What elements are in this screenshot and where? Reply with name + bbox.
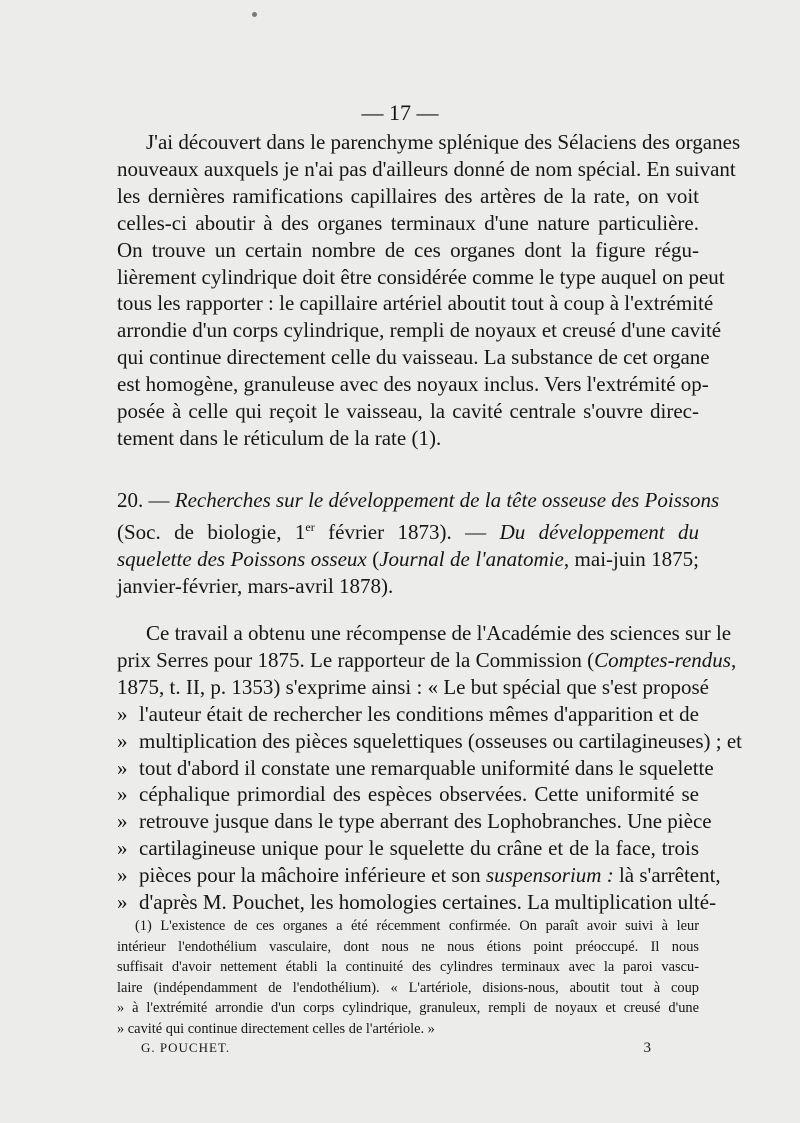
paragraph-award xyxy=(117,620,743,916)
text-fragment: , xyxy=(730,647,737,672)
entry-line xyxy=(117,546,699,573)
text-fragment: prix Serres pour 1875. Le rapporteur de la Commission ( xyxy=(117,647,595,672)
page-number: — 17 — xyxy=(361,100,439,125)
text-line: lièrement cylindrique doit être considérée comme le type auquel on peut xyxy=(117,264,725,289)
quote-text: là s'arrêtent, xyxy=(613,863,721,888)
quote-mark: » xyxy=(117,728,128,753)
comptes-rendus-title: Comptes-rendus xyxy=(594,647,731,672)
quote-text: céphalique primordial des espèces observées. Cette uniformité se xyxy=(139,782,699,807)
entry-title-2a: Du développement du xyxy=(499,519,700,544)
quote-text: cartilagineuse unique pour le squelette du crâne et de la face, trois xyxy=(139,836,699,861)
entry-title-2b: squelette des Poissons osseux xyxy=(117,546,367,571)
quote-line xyxy=(117,889,717,916)
text-line: 1875, t. II, p. 1353) s'exprime ainsi : « Le but spécial que s'est proposé xyxy=(117,674,709,699)
journal-issue: , mai-juin 1875; xyxy=(563,546,700,571)
author-signature: G. POUCHET. xyxy=(141,1040,231,1055)
sheet-number: 3 xyxy=(643,1040,651,1056)
footnote-line: » cavité qui continue directement celles de l'artériole. » xyxy=(117,1020,435,1037)
paragraph-spleen-organs xyxy=(117,129,741,452)
text-line: On trouve un certain nombre de ces organes dont la figure régu- xyxy=(117,237,699,262)
footnote-line: suffisait d'avoir nettement établi la continuité des cylindres terminaux avec la paroi vascu- xyxy=(117,959,699,975)
quote-line xyxy=(117,755,714,782)
suspensorium-term: suspensorium : xyxy=(485,863,614,888)
entry-date: février 1873). — xyxy=(314,519,487,544)
quote-text: d'après M. Pouchet, les homologies certaines. La multiplication ulté- xyxy=(139,890,717,915)
text-line: tous les rapporter : le capillaire artériel aboutit tout à coup à l'extrémité xyxy=(117,291,714,316)
publication-entry-20 xyxy=(117,487,720,600)
quote-line xyxy=(117,835,699,862)
text-line xyxy=(117,647,737,674)
entry-line xyxy=(117,487,720,514)
footnote xyxy=(117,916,699,1039)
ordinal-superscript: er xyxy=(305,519,315,534)
entry-society: (Soc. de biologie, 1 xyxy=(117,519,306,544)
quote-mark: » xyxy=(117,782,128,807)
quote-mark: » xyxy=(117,701,128,726)
quote-text: multiplication des pièces squelettiques (osseuses ou cartilagineuses) ; et xyxy=(139,728,743,753)
footnote-line: (1) L'existence de ces organes a été récemment confirmée. On paraît avoir suivi à leur xyxy=(135,918,699,934)
quote-line xyxy=(117,728,743,755)
quote-line xyxy=(117,781,699,808)
quote-line xyxy=(117,862,721,889)
quote-mark: » xyxy=(117,890,128,915)
page-footer xyxy=(141,1040,651,1057)
footnote-line: intérieur l'endothélium vasculaire, dont nous ne nous étions point préoccupé. Il nous xyxy=(117,938,699,955)
quote-text: pièces pour la mâchoire inférieure et son xyxy=(139,863,486,888)
quote-mark: » xyxy=(117,863,128,888)
entry-line: janvier-février, mars-avril 1878). xyxy=(117,573,394,598)
text-line: les dernières ramifications capillaires des artères de la rate, on voit xyxy=(117,183,699,208)
text-line: est homogène, granuleuse avec des noyaux inclus. Vers l'extrémité op- xyxy=(117,372,709,397)
text-line: tement dans le réticulum de la rate (1). xyxy=(117,425,442,450)
text-line: celles-ci aboutir à des organes terminaux d'une nature particulière. xyxy=(117,210,699,235)
paren-open: ( xyxy=(372,546,380,571)
quote-line xyxy=(117,701,699,728)
quote-line xyxy=(117,808,712,835)
quote-mark: » xyxy=(117,836,128,861)
text-line: Ce travail a obtenu une récompense de l'Académie des sciences sur le xyxy=(146,621,732,645)
text-line: J'ai découvert dans le parenchyme splénique des Sélaciens des organes xyxy=(146,130,741,154)
ink-speck xyxy=(252,12,257,17)
journal-name: Journal de l'anatomie xyxy=(379,546,564,571)
quote-text: retrouve jusque dans le type aberrant des Lophobranches. Une pièce xyxy=(139,809,712,834)
entry-dash: — xyxy=(148,488,170,512)
quote-text: tout d'abord il constate une remarquable uniformité dans le squelette xyxy=(139,755,714,780)
text-line: qui continue directement celle du vaisseau. La substance de cet organe xyxy=(117,345,710,370)
text-line: posée à celle qui reçoit le vaisseau, la cavité centrale s'ouvre direc- xyxy=(117,399,699,424)
entry-line xyxy=(117,514,699,546)
text-line: arrondie d'un corps cylindrique, rempli de noyaux et creusé d'une cavité xyxy=(117,318,722,343)
footnote-line: laire (indépendamment de l'endothélium). « L'artériole, disions-nous, aboutit tout à coup xyxy=(117,979,699,996)
quote-mark: » xyxy=(117,755,128,780)
text-line: nouveaux auxquels je n'ai pas d'ailleurs donné de nom spécial. En suivant xyxy=(117,156,736,181)
quote-text: l'auteur était de rechercher les conditions mêmes d'apparition et de xyxy=(139,701,699,726)
entry-number: 20. xyxy=(117,488,144,512)
entry-title-1: Recherches sur le développement de la tête osseuse des Poissons xyxy=(174,488,720,512)
quote-mark: » xyxy=(117,809,128,834)
footnote-line: » à l'extrémité arrondie d'un corps cylindrique, granuleux, rempli de noyaux et creusé d'une xyxy=(117,1000,699,1016)
